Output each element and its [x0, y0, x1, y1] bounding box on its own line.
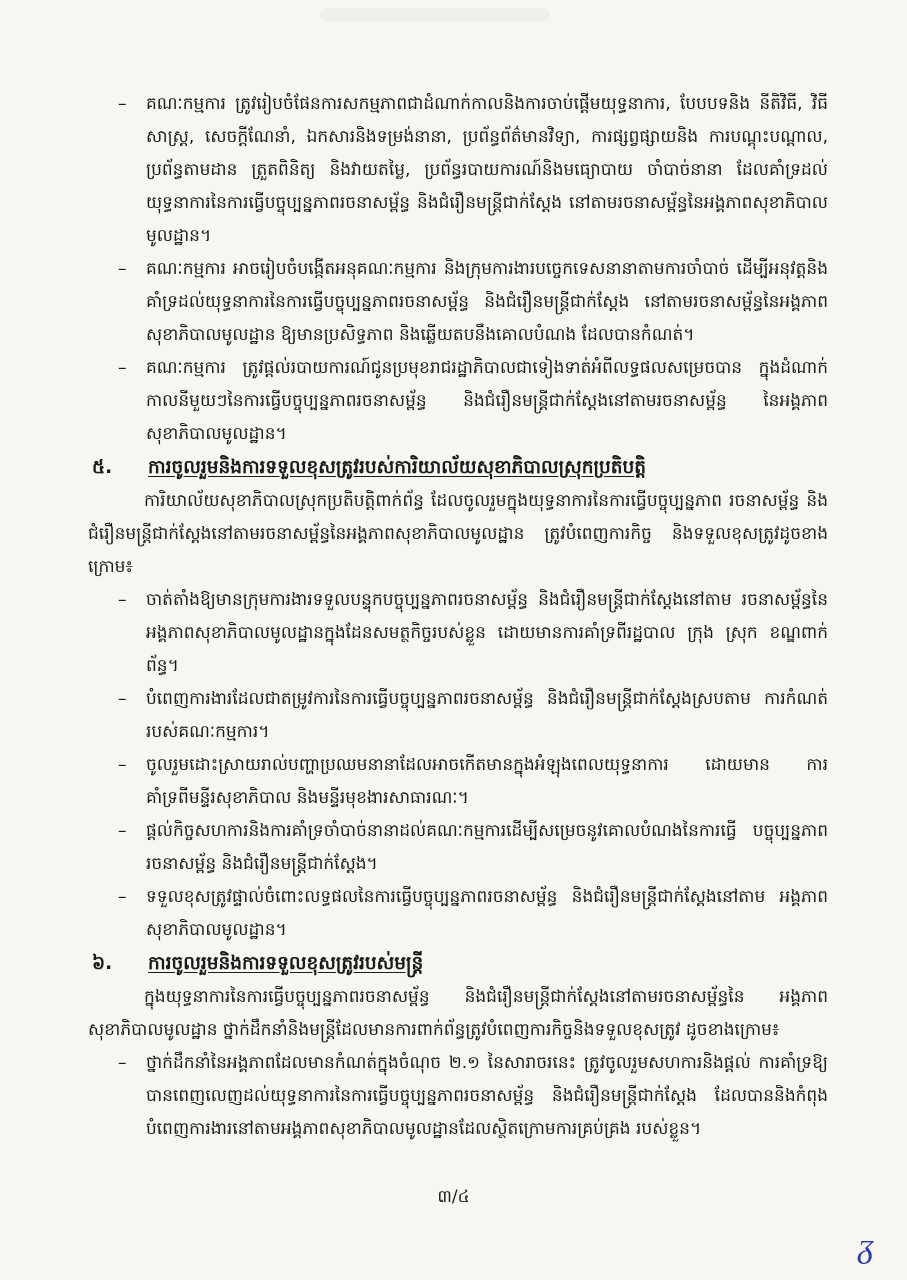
list-item	[88, 352, 828, 451]
list-item	[88, 253, 828, 352]
list-item	[88, 88, 828, 253]
section-title: ការចូលរួមនិងការទទួលខុសត្រូវរបស់ការិយាល័យសុខាភិបាលស្រុកប្រតិបត្តិ	[148, 457, 647, 478]
bullet-text: បំពេញការងារដែលជាតម្រូវការនៃការធ្វើបច្ចុប្បន្នភាពរចនាសម្ព័ន្ធ និងជំរឿនមន្ត្រីជាក់ស្តែងស្របតាម ការកំណត់របស់គណៈកម្មការ។	[146, 689, 828, 742]
scan-artifact	[320, 8, 550, 22]
bullet-text: គណៈកម្មការ ត្រូវផ្តល់របាយការណ៍ជូនប្រមុខរាជរដ្ឋាភិបាលជាទៀងទាត់អំពីលទ្ធផលសម្រេចបាន ក្នុងដំណាក់កាលនីមួយៗនៃការធ្វើបច្ចុប្បន្នភាពរចនាសម្ព័ន្ធ និងជំរឿនមន្ត្រីជាក់ស្តែងនៅតាមរចនាសម្ព័ន្ធ នៃអង្គភាពសុខាភិបាលមូលដ្ឋាន។	[146, 358, 828, 444]
section-6-heading	[88, 947, 828, 981]
section-5-intro: ការិយាល័យសុខាភិបាលស្រុកប្រតិបត្តិពាក់ព័ន្ធ ដែលចូលរួមក្នុងយុទ្ធនាការនៃការធ្វើបច្ចុប្បន្នភាព រចនាសម្ព័ន្ធ និងជំរឿនមន្ត្រីជាក់ស្តែងនៅតាមរចនាសម្ព័ន្ធនៃអង្គភាពសុខាភិបាលមូលដ្ឋាន ត្រូវបំពេញការកិច្ច និងទទួលខុសត្រូវដូចខាងក្រោម៖	[88, 491, 828, 577]
bullet-text: ផ្តល់កិច្ចសហការនិងការគាំទ្រចាំបាច់នានាដល់គណៈកម្មការដើម្បីសម្រេចនូវគោលបំណងនៃការធ្វើ បច្ចុប្បន្នភាពរចនាសម្ព័ន្ធ និងជំរឿនមន្ត្រីជាក់ស្តែង។	[146, 821, 828, 874]
bullet-text: គណៈកម្មការ អាចរៀបចំបង្កើតអនុគណៈកម្មការ និងក្រុមការងារបច្ចេកទេសនានាតាមការចាំបាច់ ដើម្បីអនុវត្តនិងគាំទ្រដល់យុទ្ធនាការនៃការធ្វើបច្ចុប្បន្នភាពរចនាសម្ព័ន្ធ និងជំរឿនមន្ត្រីជាក់ស្តែង នៅតាមរចនាសម្ព័ន្ធនៃអង្គភាពសុខាភិបាលមូលដ្ឋាន ឱ្យមានប្រសិទ្ធភាព និងឆ្លើយតបនឹងគោលបំណង ដែលបានកំណត់។	[146, 259, 828, 345]
bullet-dash: –	[118, 689, 127, 709]
bullet-dash: –	[118, 590, 127, 610]
page-number: ៣/៤	[437, 1187, 470, 1207]
section-5-heading	[88, 451, 828, 485]
bullet-dash: –	[118, 1053, 127, 1073]
bullet-text: ថ្នាក់ដឹកនាំនៃអង្គភាពដែលមានកំណត់ក្នុងចំណុច ២.១ នៃសារាចរនេះ ត្រូវចូលរួមសហការនិងផ្តល់ ការគាំទ្រឱ្យបានពេញលេញដល់យុទ្ធនាការនៃការធ្វើបច្ចុប្បន្នភាពរចនាសម្ព័ន្ធ និងជំរឿនមន្ត្រីជាក់ស្តែង ដែលបាននិងកំពុងបំពេញការងារនៅតាមអង្គភាពសុខាភិបាលមូលដ្ឋានដែលស្ថិតក្រោមការគ្រប់គ្រង របស់ខ្លួន។	[146, 1053, 828, 1139]
list-item	[88, 749, 828, 815]
bullet-text: ចូលរួមដោះស្រាយរាល់បញ្ហាប្រឈមនានាដែលអាចកើតមានក្នុងអំឡុងពេលយុទ្ធនាការ ដោយមាន ការគាំទ្រពីមន្ទីរសុខាភិបាល និងមន្ទីរមុខងារសាធារណៈ។	[146, 755, 828, 808]
list-item	[88, 683, 828, 749]
document-body	[88, 88, 828, 1146]
section-number: ៦.	[92, 953, 113, 974]
bullet-dash: –	[118, 887, 127, 907]
bullet-dash: –	[118, 755, 127, 775]
list-item	[88, 881, 828, 947]
bullet-text: ទទួលខុសត្រូវផ្ទាល់ចំពោះលទ្ធផលនៃការធ្វើបច្ចុប្បន្នភាពរចនាសម្ព័ន្ធ និងជំរឿនមន្ត្រីជាក់ស្តែងនៅតាម អង្គភាពសុខាភិបាលមូលដ្ឋាន។	[146, 887, 828, 940]
handwritten-initials: ᵹ	[858, 1226, 875, 1266]
list-item	[88, 584, 828, 683]
section-6-intro: ក្នុងយុទ្ធនាការនៃការធ្វើបច្ចុប្បន្នភាពរចនាសម្ព័ន្ធ និងជំរឿនមន្ត្រីជាក់ស្តែងនៅតាមរចនាសម្ព័ន្ធនៃ អង្គភាពសុខាភិបាលមូលដ្ឋាន ថ្នាក់ដឹកនាំនិងមន្ត្រីដែលមានការពាក់ព័ន្ធត្រូវបំពេញការកិច្ចនិងទទួលខុសត្រូវ ដូចខាងក្រោម៖	[88, 987, 828, 1040]
bullet-dash: –	[118, 259, 127, 279]
section-title: ការចូលរួមនិងការទទួលខុសត្រូវរបស់មន្ត្រី	[148, 953, 424, 974]
section-number: ៥.	[92, 457, 113, 478]
list-item	[88, 815, 828, 881]
list-item	[88, 1047, 828, 1146]
bullet-dash: –	[118, 94, 127, 114]
bullet-text: គណៈកម្មការ ត្រូវរៀបចំផែនការសកម្មភាពជាដំណាក់កាលនិងការចាប់ផ្តើមយុទ្ធនាការ, បែបបទនិង នីតិវិធី, វិធីសាស្ត្រ, សេចក្តីណែនាំ, ឯកសារនិងទម្រង់នានា, ប្រព័ន្ធព័ត៌មានវិទ្យា, ការផ្សព្វផ្សាយនិង ការបណ្តុះបណ្តាល, ប្រព័ន្ធតាមដាន ត្រួតពិនិត្យ និងវាយតម្លៃ, ប្រព័ន្ធរបាយការណ៍និងមធ្យោបាយ ចាំបាច់នានា ដែលគាំទ្រដល់យុទ្ធនាការនៃការធ្វើបច្ចុប្បន្នភាពរចនាសម្ព័ន្ធ និងជំរឿនមន្ត្រីជាក់ស្តែង នៅតាមរចនាសម្ព័ន្ធនៃអង្គភាពសុខាភិបាលមូលដ្ឋាន។	[146, 94, 828, 246]
bullet-dash: –	[118, 358, 127, 378]
bullet-text: ចាត់តាំងឱ្យមានក្រុមការងារទទួលបន្ទុកបច្ចុប្បន្នភាពរចនាសម្ព័ន្ធ និងជំរឿនមន្ត្រីជាក់ស្តែងនៅតាម រចនាសម្ព័ន្ធនៃអង្គភាពសុខាភិបាលមូលដ្ឋានក្នុងដែនសមត្ថកិច្ចរបស់ខ្លួន ដោយមានការគាំទ្រពីរដ្ឋបាល ក្រុង ស្រុក ខណ្ឌពាក់ព័ន្ធ។	[146, 590, 828, 676]
bullet-dash: –	[118, 821, 127, 841]
